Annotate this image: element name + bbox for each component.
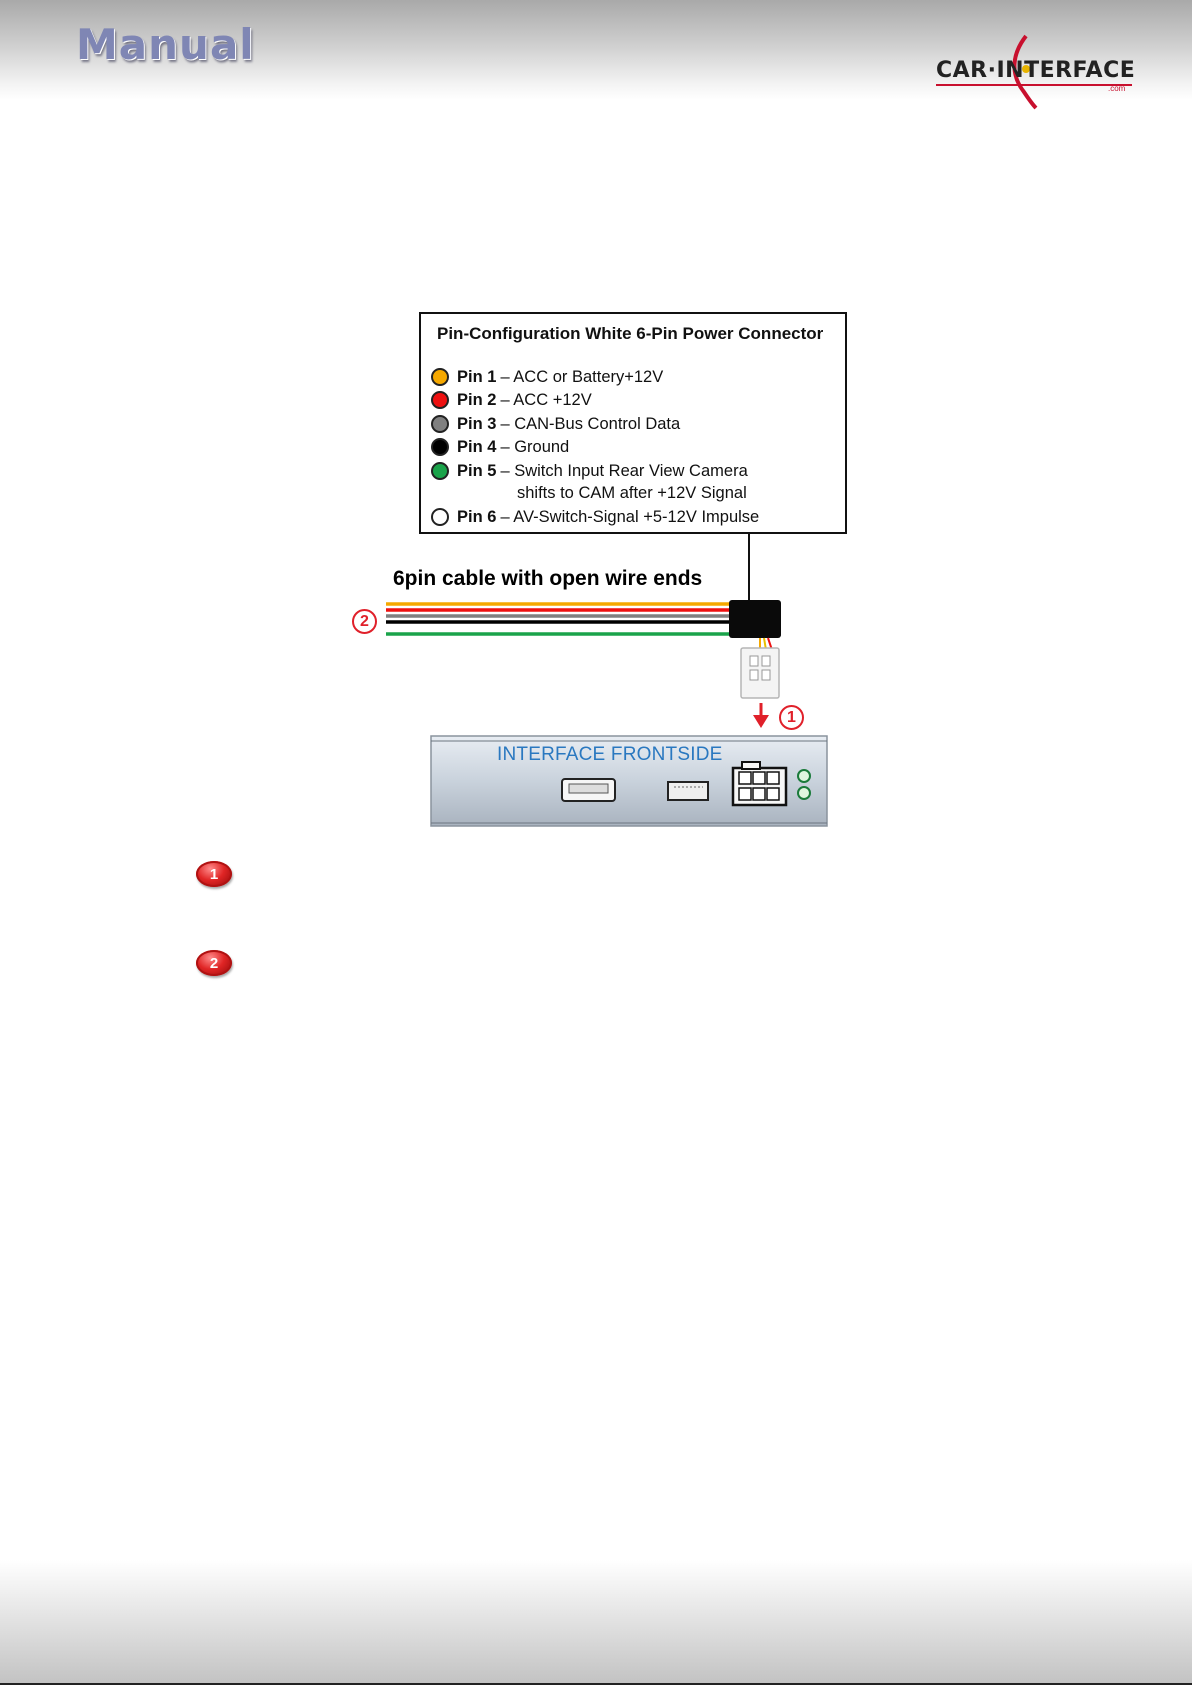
interface-port-small <box>668 782 708 800</box>
pin-5-name: Pin 5 <box>457 461 497 480</box>
legend-badge-2: 2 <box>196 950 232 976</box>
pin-3-name: Pin 3 <box>457 414 497 433</box>
pin-config-title: Pin-Configuration White 6-Pin Power Connector <box>437 324 824 343</box>
manual-title: Manual <box>76 20 255 69</box>
pin-5-note: shifts to CAM after +12V Signal <box>517 484 747 502</box>
pin-2-color-dot <box>431 391 449 409</box>
wiring-diagram <box>330 530 850 830</box>
led-2 <box>798 787 810 799</box>
pin-row-6 <box>431 506 759 528</box>
pin-2-name: Pin 2 <box>457 390 497 409</box>
interface-frontside-label: INTERFACE FRONTSIDE <box>497 744 723 765</box>
insert-arrow-head <box>753 715 769 728</box>
pin-3-color-dot <box>431 415 449 433</box>
badge-2-diagram: 2 <box>352 609 377 634</box>
open-wire-ends <box>386 604 731 634</box>
badge-1-diagram: 1 <box>779 705 804 730</box>
cable-title: 6pin cable with open wire ends <box>393 567 703 590</box>
white-plug <box>741 648 779 698</box>
footer-band <box>0 1560 1192 1685</box>
pin-row-1 <box>431 366 663 388</box>
pin-4-desc: – Ground <box>500 437 570 456</box>
pin-6-color-dot <box>431 508 449 526</box>
pin-1-desc: – ACC or Battery+12V <box>500 367 664 386</box>
pin-6-desc: – AV-Switch-Signal +5-12V Impulse <box>500 507 760 526</box>
pin-row-3 <box>431 413 680 435</box>
car-interface-logo <box>936 34 1136 110</box>
connector-block <box>729 600 781 638</box>
logo-suffix: .com <box>1108 84 1126 93</box>
pin-row-5 <box>431 460 748 482</box>
pin-5-color-dot <box>431 462 449 480</box>
pin-2-desc: – ACC +12V <box>500 390 592 409</box>
pin-3-desc: – CAN-Bus Control Data <box>500 414 681 433</box>
led-1 <box>798 770 810 782</box>
pin-row-2 <box>431 389 592 411</box>
logo-underline <box>936 84 1132 86</box>
pin-1-name: Pin 1 <box>457 367 497 386</box>
pin-row-4 <box>431 436 569 458</box>
pin-1-color-dot <box>431 368 449 386</box>
pin-4-name: Pin 4 <box>457 437 497 456</box>
pin-6-name: Pin 6 <box>457 507 497 526</box>
pin-configuration-box <box>419 312 847 534</box>
pin-5-desc: – Switch Input Rear View Camera <box>500 461 748 480</box>
pin-4-color-dot <box>431 438 449 456</box>
logo-text: CAR·INTERFACE <box>936 58 1136 83</box>
legend-badge-1: 1 <box>196 861 232 887</box>
